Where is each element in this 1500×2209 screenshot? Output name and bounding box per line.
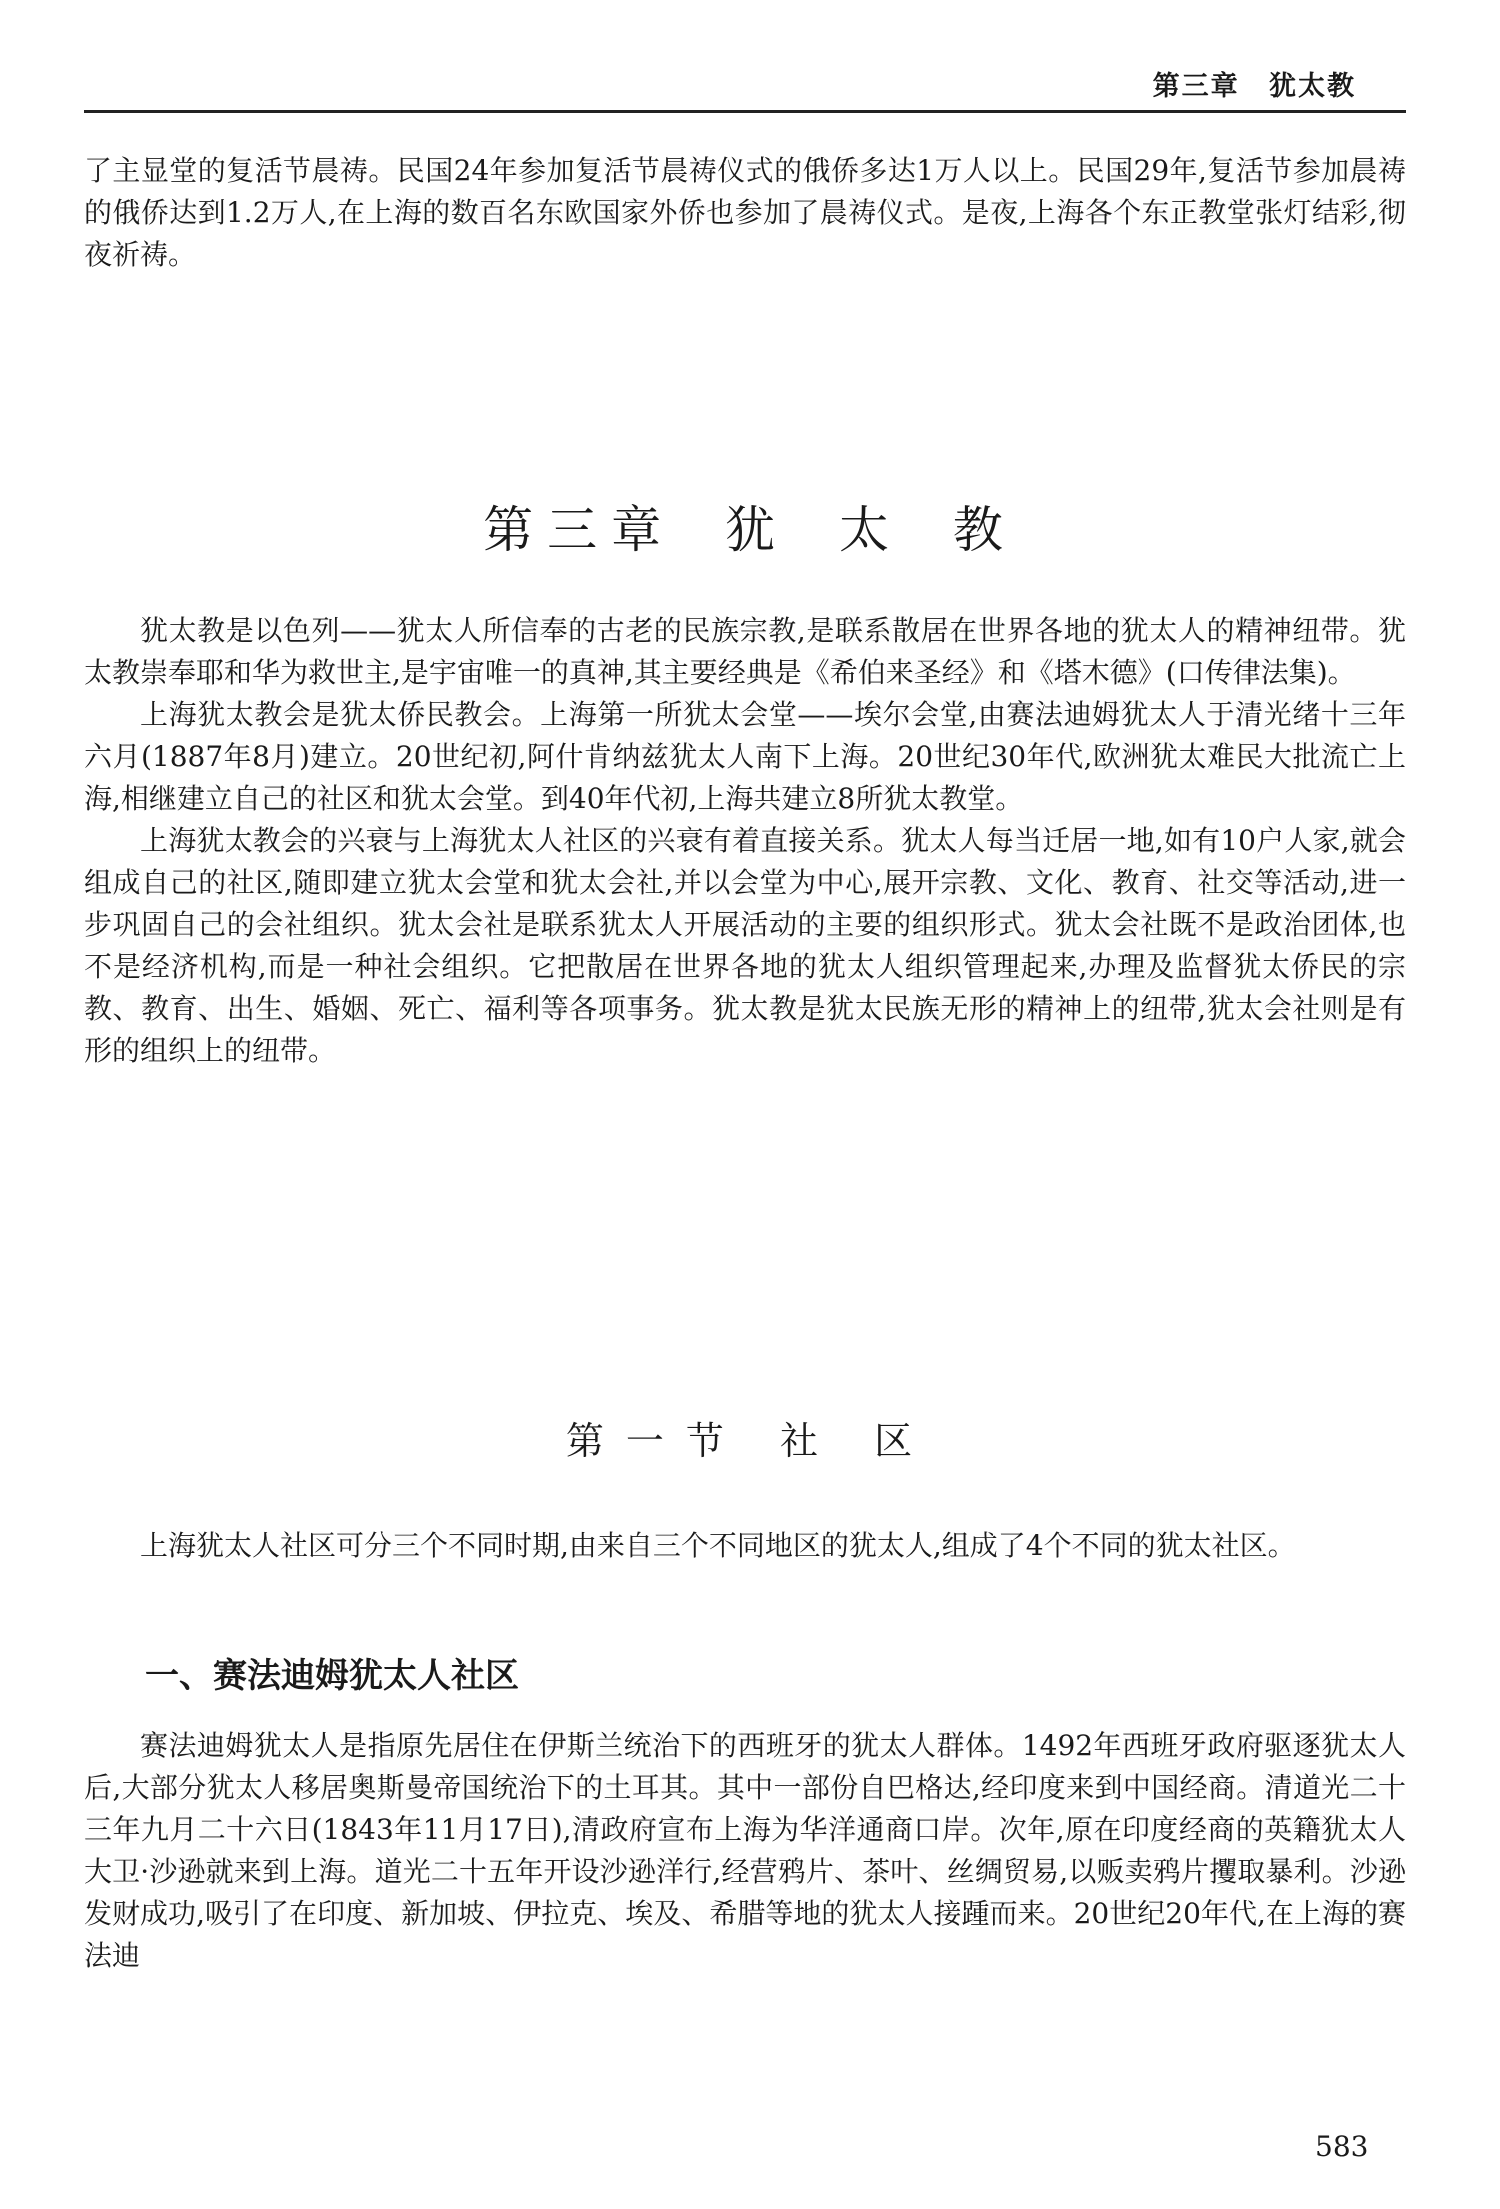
- chapter-body: [84, 610, 1406, 1072]
- section-intro-paragraph: 上海犹太人社区可分三个不同时期,由来自三个不同地区的犹太人,组成了4个不同的犹太社区。: [140, 1529, 1296, 1562]
- section-intro-block: [84, 1525, 1406, 1567]
- subsection-paragraph: 赛法迪姆犹太人是指原先居住在伊斯兰统治下的西班牙的犹太人群体。1492年西班牙政府驱逐犹太人后,大部分犹太人移居奥斯曼帝国统治下的土耳其。其中一部份自巴格达,经印度来到中国经商。清道光二十三年九月二十六日(1843年11月17日),清政府宣布上海为华洋通商口岸。次年,原在印度经商的英籍犹太人大卫·沙逊就来到上海。道光二十五年开设沙逊洋行,经营鸦片、茶叶、丝绸贸易,以贩卖鸦片攫取暴利。沙逊发财成功,吸引了在印度、新加坡、伊拉克、埃及、希腊等地的犹太人接踵而来。20世纪20年代,在上海的赛法迪: [84, 1729, 1406, 1972]
- section-title: 第一节 社 区: [565, 1419, 935, 1463]
- running-header-title: 第三章 犹太教: [1152, 71, 1356, 102]
- chapter-paragraph-2: 上海犹太教会是犹太侨民教会。上海第一所犹太会堂——埃尔会堂,由赛法迪姆犹太人于清光绪十三年六月(1887年8月)建立。20世纪初,阿什肯纳兹犹太人南下上海。20世纪30年代,欧洲犹太难民大批流亡上海,相继建立自己的社区和犹太会堂。到40年代初,上海共建立8所犹太教堂。: [84, 698, 1406, 815]
- continued-text-block: [84, 150, 1406, 276]
- subsection-title: 一、赛法迪姆犹太人社区: [145, 1656, 519, 1696]
- chapter-paragraph-3: 上海犹太教会的兴衰与上海犹太人社区的兴衰有着直接关系。犹太人每当迁居一地,如有10户人家,就会组成自己的社区,随即建立犹太会堂和犹太会社,并以会堂为中心,展开宗教、文化、教育、社交等活动,进一步巩固自己的会社组织。犹太会社是联系犹太人开展活动的主要的组织形式。犹太会社既不是政治团体,也不是经济机构,而是一种社会组织。它把散居在世界各地的犹太人组织管理起来,办理及监督犹太侨民的宗教、教育、出生、婚姻、死亡、福利等各项事务。犹太教是犹太民族无形的精神上的纽带,犹太会社则是有形的组织上的纽带。: [84, 824, 1406, 1067]
- running-header: [84, 60, 1406, 113]
- subsection-body: [84, 1725, 1406, 1977]
- continued-paragraph: 了主显堂的复活节晨祷。民国24年参加复活节晨祷仪式的俄侨多达1万人以上。民国29年,复活节参加晨祷的俄侨达到1.2万人,在上海的数百名东欧国家外侨也参加了晨祷仪式。是夜,上海各个东正教堂张灯结彩,彻夜祈祷。: [84, 154, 1406, 271]
- chapter-paragraph-1: 犹太教是以色列——犹太人所信奉的古老的民族宗教,是联系散居在世界各地的犹太人的精神纽带。犹太教崇奉耶和华为救世主,是宇宙唯一的真神,其主要经典是《希伯来圣经》和《塔木德》(口传律法集)。: [84, 614, 1406, 689]
- page-number: 583: [1315, 2130, 1369, 2163]
- chapter-title: 第三章 犹 太 教: [483, 501, 1017, 559]
